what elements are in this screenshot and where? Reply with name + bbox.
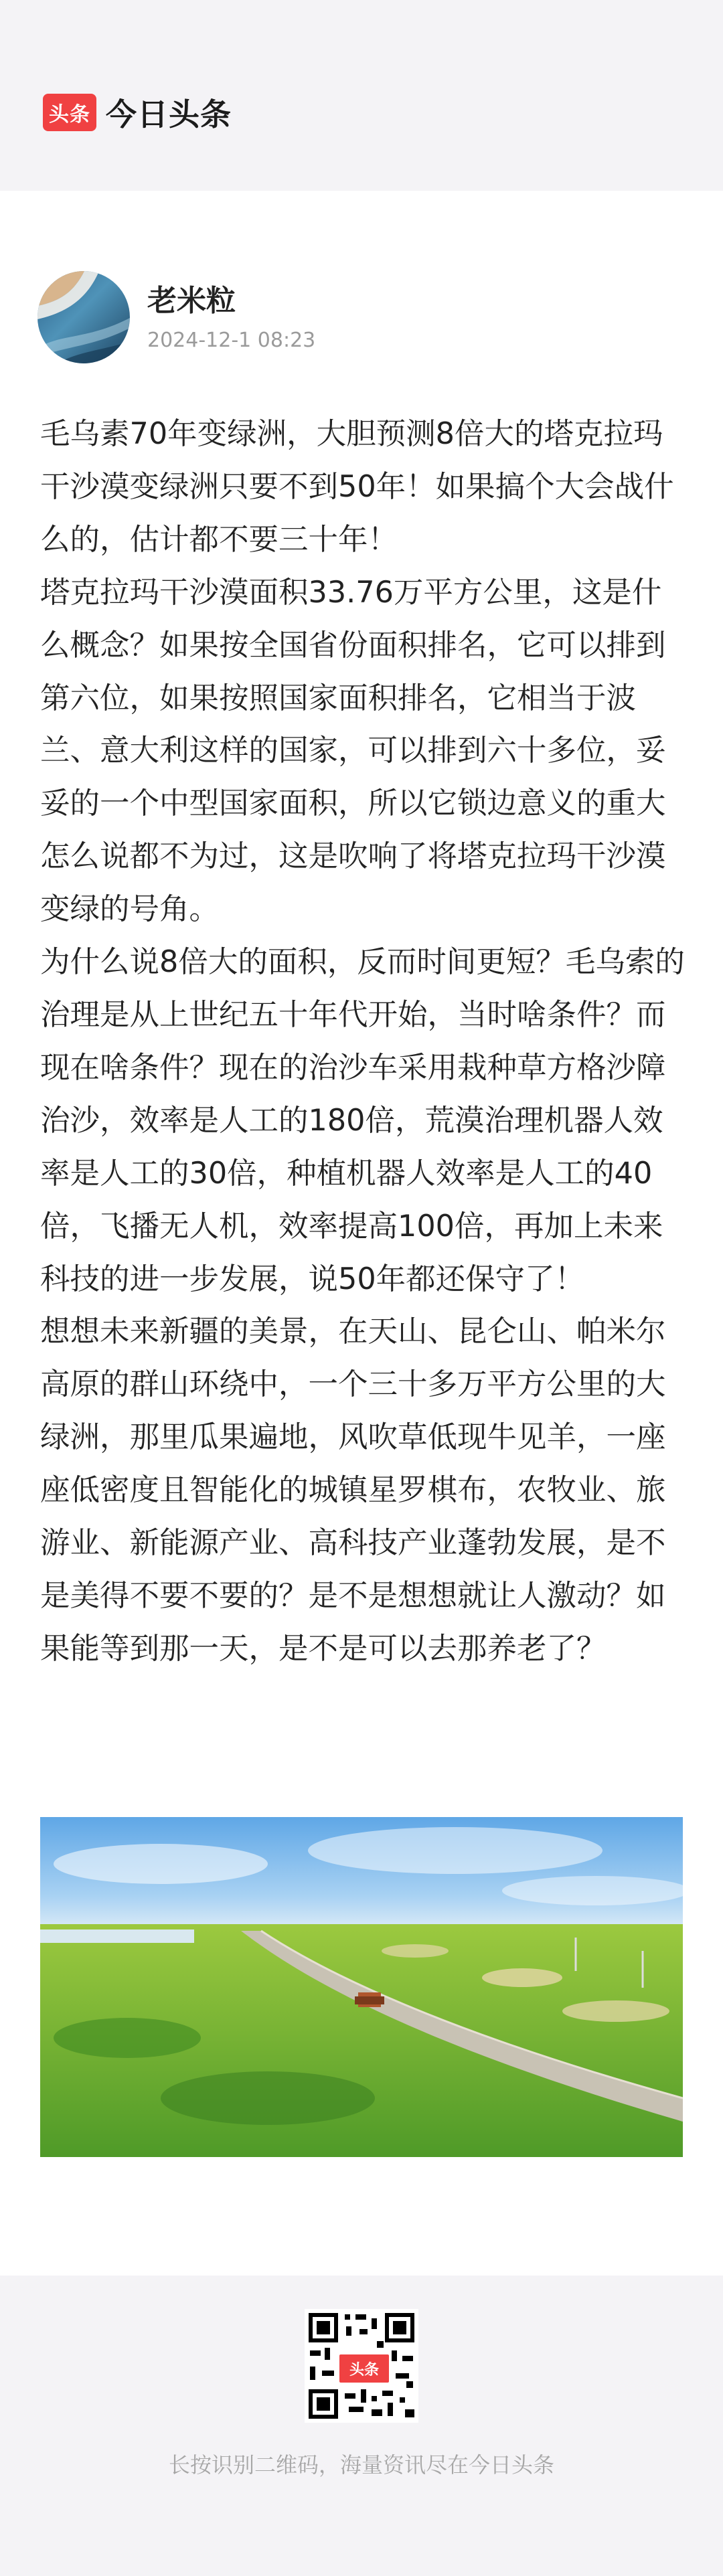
article-card bbox=[0, 191, 723, 2276]
article-photo[interactable] bbox=[40, 1817, 683, 2157]
article-body bbox=[40, 408, 686, 1676]
toutiao-logo-icon bbox=[337, 2352, 392, 2385]
share-footer bbox=[0, 2276, 723, 2576]
post-time: 2024-12-1 08:23 bbox=[147, 329, 316, 352]
toutiao-logo-icon bbox=[43, 94, 96, 131]
article-paragraph: 毛乌素70年变绿洲，大胆预测8倍大的塔克拉玛干沙漠变绿洲只要不到50年！如果搞个大会战什么的，估计都不要三十年！ bbox=[40, 417, 674, 557]
logo-badge-text: 头条 bbox=[49, 103, 90, 126]
qr-code[interactable] bbox=[305, 2309, 418, 2423]
article-paragraph: 想想未来新疆的美景，在天山、昆仑山、帕米尔高原的群山环绕中，一个三十多万平方公里的大绿洲，那里瓜果遍地，风吹草低现牛见羊，一座座低密度且智能化的城镇星罗棋布，农牧业、旅游业、新能源产业、高科技产业蓬勃发展，是不是美得不要不要的？是不是想想就让人激动？如果能等到那一天，是不是可以去那养老了？ bbox=[40, 1314, 666, 1666]
article-paragraph: 为什么说8倍大的面积，反而时间更短？毛乌索的治理是从上世纪五十年代开始，当时啥条件？而现在啥条件？现在的治沙车采用栽种草方格沙障治沙，效率是人工的180倍，荒漠治理机器人效率是人工的30倍，种植机器人效率是人工的40倍，飞播无人机，效率提高100倍，再加上未来科技的进一步发展，说50年都还保守了！ bbox=[40, 945, 685, 1296]
author-name[interactable]: 老米粒 bbox=[147, 284, 236, 318]
footer-caption: 长按识别二维码，海量资讯尽在今日头条 bbox=[168, 2452, 554, 2478]
article-paragraph: 塔克拉玛干沙漠面积33.76万平方公里，这是什么概念？如果按全国省份面积排名，它可以排到第六位，如果按照国家面积排名，它相当于波兰、意大利这样的国家，可以排到六十多位，妥妥的一个中型国家面积，所以它锁边意义的重大怎么说都不为过，这是吹响了将塔克拉玛干沙漠变绿的号角。 bbox=[40, 575, 666, 927]
qr-badge-text: 头条 bbox=[349, 2361, 379, 2379]
avatar-image bbox=[37, 271, 130, 363]
author-avatar[interactable] bbox=[37, 271, 130, 363]
green-oasis-photo bbox=[40, 1817, 683, 2157]
app-header bbox=[0, 0, 723, 191]
brand[interactable] bbox=[43, 94, 232, 131]
app-name: 今日头条 bbox=[106, 96, 232, 133]
